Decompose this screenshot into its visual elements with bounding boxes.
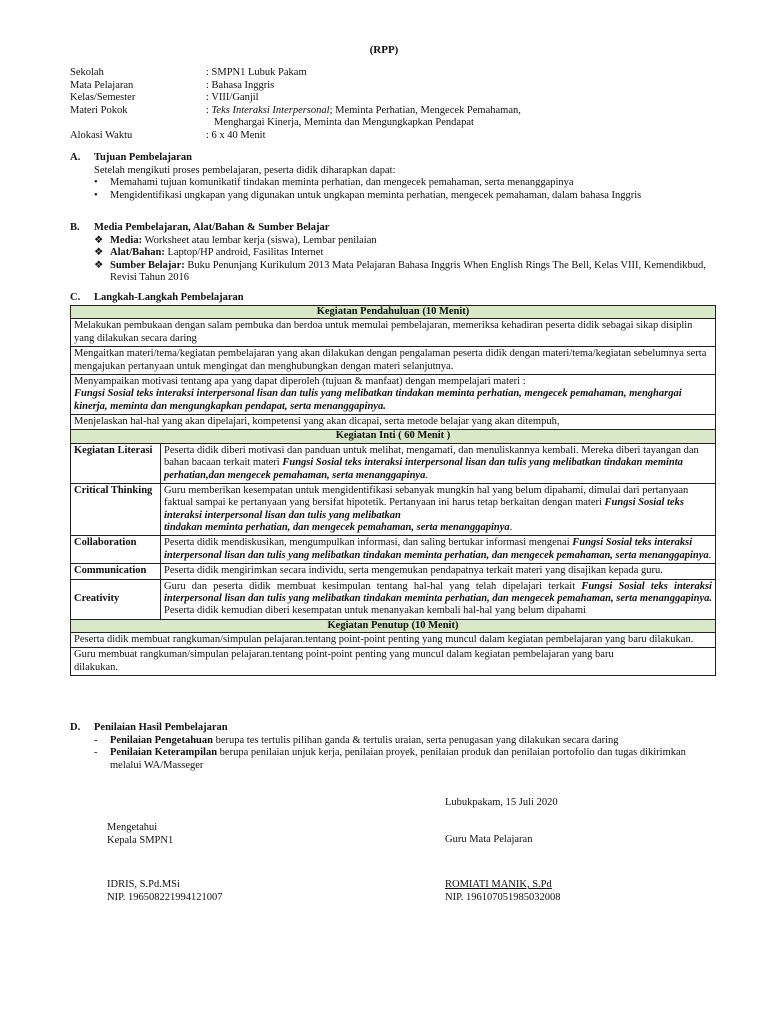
item-value: berupa tes tertulis pilihan ganda & tertulis uraian, serta penugasan yang dilakukan secara daring	[212, 734, 619, 746]
item-value: Laptop/HP android, Fasilitas Internet	[164, 247, 324, 259]
table-cell: Guru memberikan kesempatan untuk mengidentifikasi sebanyak mungkin hal yang belum dipahami, dimulai dari pertanyaan faktual sampai ke pertanyaan yang bersifat hipotetik. Pertanyaan ini harus tetap berkaitan dengan materi Fungsi Sosial teks interaksi interpersonal lisan dan tulis yang melibatkan tindakan meminta perhatian, dan mengecek pemahaman, serta menanggapinya.	[161, 483, 716, 536]
section-number: C.	[70, 292, 81, 303]
item-label: Penilaian Keterampilan	[110, 747, 218, 759]
cell-emphasis: Fungsi Sosial teks interaksi interpersonal lisan dan tulis yang melibatkan tindakan meminta perhatian, dan mengecek pemahaman, serta menanggapinya	[164, 537, 709, 561]
table-row	[71, 415, 716, 430]
identity-value: : VIII/Ganjil	[206, 92, 259, 104]
section-c-heading	[70, 292, 710, 305]
row-label: Collaboration	[71, 536, 161, 564]
table-cell: Menjelaskan hal-hal yang akan dipelajari, kompetensi yang akan dicapai, serta metode belajar yang akan ditempuh,	[71, 415, 716, 430]
identity-label: Kelas/Semester	[70, 92, 136, 104]
list-item-text: Memahami tujuan komunikatif tindakan meminta perhatian, dan mengecek pemahaman, serta menanggapinya	[110, 177, 574, 189]
pendahuluan-header: Kegiatan Pendahuluan (10 Menit)	[71, 306, 716, 319]
table-row	[71, 430, 716, 443]
section-a-intro: Setelah mengikuti proses pembelajaran, peserta didik diharapkan dapat:	[94, 164, 396, 176]
cell-text: dilakukan.	[74, 661, 119, 673]
row-label: Kegiatan Literasi	[71, 443, 161, 483]
item-label: Alat/Bahan:	[110, 247, 165, 259]
identity-label: Materi Pokok	[70, 104, 128, 116]
signature-nip: NIP. 196107051985032008	[445, 891, 561, 903]
signature-left-title	[107, 822, 173, 847]
identity-label: Mata Pelajaran	[70, 79, 134, 91]
row-label: Creativity	[71, 579, 161, 619]
cell-text: Guru membuat rangkuman/simpulan pelajaran.tentang point-point penting yang muncul dalam kegiatan pembelajaran yang baru	[74, 649, 614, 661]
diamond-bullet-icon: ❖	[94, 247, 104, 259]
table-row	[71, 319, 716, 347]
list-item	[70, 747, 710, 772]
section-title: Penilaian Hasil Pembelajaran	[94, 722, 228, 733]
section-number: B.	[70, 222, 80, 233]
bullet-icon: •	[94, 177, 98, 189]
cell-text: Guru dan peserta didik membuat kesimpulan tentang hal-hal yang telah dipelajari terkait	[164, 580, 582, 592]
dash-bullet-icon: -	[94, 734, 98, 746]
identity-label: Alokasi Waktu	[70, 129, 133, 141]
diamond-bullet-icon: ❖	[94, 259, 104, 271]
cell-text: Peserta didik mendiskusikan, mengumpulkan informasi, dan saling bertukar informasi mengenai	[164, 537, 573, 549]
list-item	[70, 190, 710, 203]
table-cell	[161, 579, 716, 619]
document-title: (RPP)	[369, 44, 399, 56]
section-a-heading	[70, 152, 710, 165]
table-cell: Peserta didik mendiskusikan, mengumpulkan informasi, dan saling bertukar informasi mengenai Fungsi Sosial teks interaksi interpersonal lisan dan tulis yang melibatkan tindakan meminta perhatian, dan mengecek pemahaman, serta menanggapinya.	[161, 536, 716, 564]
table-cell: Peserta didik diberi motivasi dan panduan untuk melihat, mengamati, dan menuliskannya kembali. Mereka diberi tayangan dan bahan bacaan terkait materi Fungsi Sosial teks interaksi interpersonal lisan dan tulis yang melibatkan tindakan meminta perhatian,dan mengecek pemahaman, serta menanggapinya.	[161, 443, 716, 483]
materi-line2-text: Menghargai Kinerja, Meminta dan Mengungkapkan Pendapat	[214, 117, 474, 129]
cell-emphasis: tindakan meminta perhatian, dan mengecek pemahaman, serta menanggapinya	[164, 522, 510, 533]
list-item-sumber	[70, 260, 710, 285]
signature-nip: NIP. 196508221994121007	[107, 891, 223, 903]
list-item-text: Mengidentifikasi ungkapan yang digunakan untuk ungkapan meminta perhatian, mengecek pemahaman, dalam bahasa Inggris	[110, 189, 642, 201]
table-row	[71, 619, 716, 632]
table-cell: Melakukan pembukaan dengan salam pembuka dan berdoa untuk memulai pembelajaran, memeriksa kehadiran peserta didik sebagai sikap disiplin yang dilakukan secara daring	[71, 319, 716, 347]
item-label: Sumber Belajar:	[110, 259, 185, 271]
bullet-icon: •	[94, 189, 98, 201]
list-item	[70, 735, 710, 748]
table-row	[71, 374, 716, 414]
materi-prefix: :	[206, 104, 212, 116]
table-cell: Mengaitkan materi/tema/kegiatan pembelajaran yang akan dilakukan dengan pengalaman peserta didik dengan materi/tema/kegiatan sebelumnya serta mengajukan pertanyaan untuk mengingat dan menghubungkan dengan materi selanjutnya.	[71, 347, 716, 375]
signature-right-block	[445, 879, 561, 904]
cell-text: Peserta didik kemudian diberi kesempatan untuk menanyakan kembali hal-hal yang belum dipahami	[164, 605, 586, 617]
signature-title-line: Mengetahui	[107, 822, 158, 833]
inti-header: Kegiatan Inti ( 60 Menit )	[71, 430, 716, 443]
section-c	[70, 292, 710, 305]
table-row	[71, 648, 716, 676]
item-label: Media:	[110, 234, 143, 246]
signature-title-line: Kepala SMPN1	[107, 834, 174, 846]
identity-value: : 6 x 40 Menit	[206, 129, 266, 141]
identity-value: : Bahasa Inggris	[206, 79, 275, 91]
row-label: Communication	[71, 564, 161, 579]
penutup-header: Kegiatan Penutup (10 Menit)	[71, 619, 716, 632]
materi-rest: ; Meminta Perhatian, Mengecek Pemahaman,	[329, 104, 521, 116]
cell-emphasis: Fungsi Sosial teks interaksi interpersonal lisan dan tulis yang melibatkan	[164, 497, 684, 521]
cell-text: Guru memberikan kesempatan untuk mengidentifikasi sebanyak mungkin hal yang belum dipahami, dimulai dari pertanyaan faktual sampai ke pertanyaan yang bersifat hipotetik. Pertanyaan ini harus tetap berkaitan dengan materi	[164, 484, 689, 509]
signature-name: ROMIATI MANIK, S.Pd	[445, 879, 552, 890]
section-b	[70, 222, 710, 285]
table-cell: Peserta didik membuat rangkuman/simpulan pelajaran.tentang point-point penting yang muncul dalam kegiatan pembelajaran yang baru dilakukan.	[71, 633, 716, 648]
table-row	[71, 633, 716, 648]
item-value: Buku Penunjang Kurikulum 2013 Mata Pelajaran Bahasa Inggris When English Rings The Bell, Kelas VIII, Kemendikbud, Revisi Tahun 2016	[110, 259, 706, 284]
place-date: Lubukpakam, 15 Juli 2020	[445, 797, 558, 808]
materi-line2	[70, 117, 690, 130]
identity-value: : SMPN1 Lubuk Pakam	[206, 67, 307, 78]
identity-value	[206, 105, 690, 118]
item-value: berupa penilaian unjuk kerja, penilaian proyek, penilaian produk dan penilaian portofolio dan tugas dikirimkan melalui WA/Masseger	[110, 747, 686, 771]
section-title: Media Pembelajaran, Alat/Bahan & Sumber Belajar	[94, 222, 330, 233]
table-row	[71, 347, 716, 375]
section-b-heading	[70, 222, 710, 235]
table-row	[71, 564, 716, 579]
table-cell	[71, 648, 716, 676]
signature-left-block	[107, 879, 223, 904]
identity-row-materi	[70, 105, 690, 118]
learning-steps-table	[70, 305, 716, 676]
list-item-alat	[70, 247, 710, 260]
materi-italic: Teks Interaksi Interpersonal	[211, 104, 330, 116]
diamond-bullet-icon: ❖	[94, 234, 104, 246]
table-row	[71, 579, 716, 619]
item-label: Penilaian Pengetahuan	[110, 734, 213, 746]
table-cell: Peserta didik mengirimkan secara individu, serta mengemukan pendapatnya terkait materi yang disajikan kepada guru.	[161, 564, 716, 579]
signature-right-title: Guru Mata Pelajaran	[445, 834, 533, 845]
section-d-heading	[70, 722, 710, 735]
cell-text: Menyampaikan motivasi tentang apa yang dapat diperoleh (tujuan & manfaat) dengan mempelajari materi :	[74, 375, 526, 387]
section-number: D.	[70, 722, 81, 733]
signature-name: IDRIS, S.Pd.MSi	[107, 879, 180, 890]
table-row	[71, 536, 716, 564]
table-cell	[71, 374, 716, 414]
identity-row-kelas	[70, 92, 690, 105]
identity-row-alokasi	[70, 130, 690, 143]
table-row	[71, 483, 716, 536]
cell-text: Peserta didik diberi motivasi dan panduan untuk melihat, mengamati, dan menuliskannya kembali. Mereka diberi tayangan dan bahan bacaan terkait materi	[164, 444, 699, 469]
row-label: Critical Thinking	[71, 483, 161, 536]
table-row	[71, 443, 716, 483]
section-title: Tujuan Pembelajaran	[94, 152, 192, 163]
identity-row-sekolah	[70, 67, 690, 80]
list-item-media	[70, 235, 710, 248]
section-title: Langkah-Langkah Pembelajaran	[94, 292, 244, 303]
section-d	[70, 722, 710, 772]
list-item	[70, 177, 710, 190]
identity-label: Sekolah	[70, 67, 104, 78]
cell-emphasis: Fungsi Sosial teks interaksi interpersonal lisan dan tulis yang melibatkan tindakan meminta perhatian, mengecek pemahaman, menghargai kinerja, meminta dan mengungkapkan pendapat, serta menanggapinya.	[74, 388, 682, 412]
item-value: Worksheet atau lembar kerja (siswa), Lembar penilaian	[142, 234, 377, 246]
section-number: A.	[70, 152, 81, 163]
cell-emphasis: Fungsi Sosial teks interaksi interpersonal lisan dan tulis yang melibatkan tindakan meminta perhatian, dan mengecek pemahaman, serta menanggapinya.	[164, 580, 712, 604]
identity-block	[70, 67, 690, 143]
section-a	[70, 152, 710, 202]
dash-bullet-icon: -	[94, 747, 98, 759]
cell-emphasis: Fungsi Sosial teks interaksi interpersonal lisan dan tulis yang melibatkan tindakan meminta perhatian,dan mengecek pemahaman, serta menanggapinya	[164, 457, 683, 481]
table-row	[71, 306, 716, 319]
identity-row-mapel	[70, 80, 690, 93]
